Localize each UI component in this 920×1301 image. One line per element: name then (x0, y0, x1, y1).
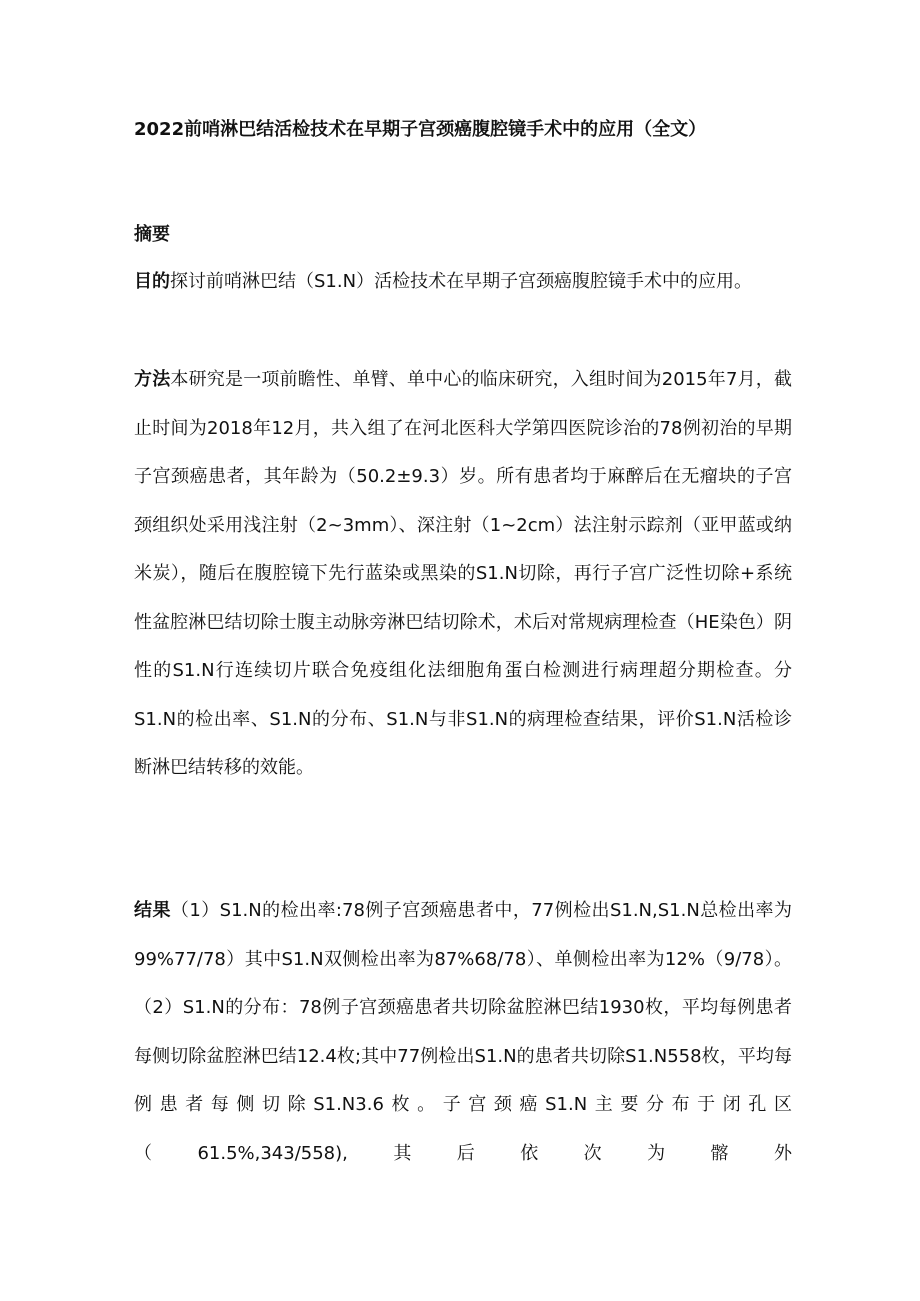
purpose-label: 目的 (134, 271, 170, 292)
method-label: 方法 (134, 369, 171, 390)
method-text: 本研究是一项前瞻性、单臂、单中心的临床研究，入组时间为2015年7月，截止时间为2018年12月，共入组了在河北医科大学第四医院诊治的78例初治的早期子宫颈癌患者，其年龄为（50.2±9.3）岁。所有患者均于麻醉后在无瘤块的子宫颈组织处采用浅注射（2~3mm）、深注射（1~2cm）法注射示踪剂（亚甲蓝或纳米炭），随后在腹腔镜下先行蓝染或黑染的S1.N切除，再行子宫广泛性切除+系统性盆腔淋巴结切除士腹主动脉旁淋巴结切除术，术后对常规病理检查（HE染色）阴性的S1.N行连续切片联合免疫组化法细胞角蛋白检测进行病理超分期检查。分S1.N的检出率、S1.N的分布、S1.N与非S1.N的病理检查结果，评价S1.N活检诊断淋巴结转移的效能。 (134, 369, 793, 778)
result-label: 结果 (134, 900, 171, 921)
result-paragraph (134, 887, 792, 1178)
abstract-heading: 摘要 (134, 224, 170, 245)
purpose-paragraph (134, 258, 792, 307)
method-paragraph (134, 356, 792, 793)
purpose-text: 探讨前哨淋巴结（S1.N）活检技术在早期子宫颈癌腹腔镜手术中的应用。 (170, 271, 753, 292)
document-title: 2022前哨淋巴结活检技术在早期子宫颈癌腹腔镜手术中的应用（全文） (134, 119, 707, 140)
result-text: （1）S1.N的检出率:78例子宫颈癌患者中，77例检出S1.N,S1.N总检出率为99%77/78）其中S1.N双侧检出率为87%68/78）、单侧检出率为12%（9/78）。（2）S1.N的分布：78例子宫颈癌患者共切除盆腔淋巴结1930枚，平均每例患者每侧切除盆腔淋巴结12.4枚;其中77例检出S1.N的患者共切除S1.N558枚，平均每例患者每侧切除S1.N3.6枚。子宫颈癌S1.N主要分布于闭孔区（61.5%,343/558),其后依次为髂外 (134, 900, 792, 1164)
